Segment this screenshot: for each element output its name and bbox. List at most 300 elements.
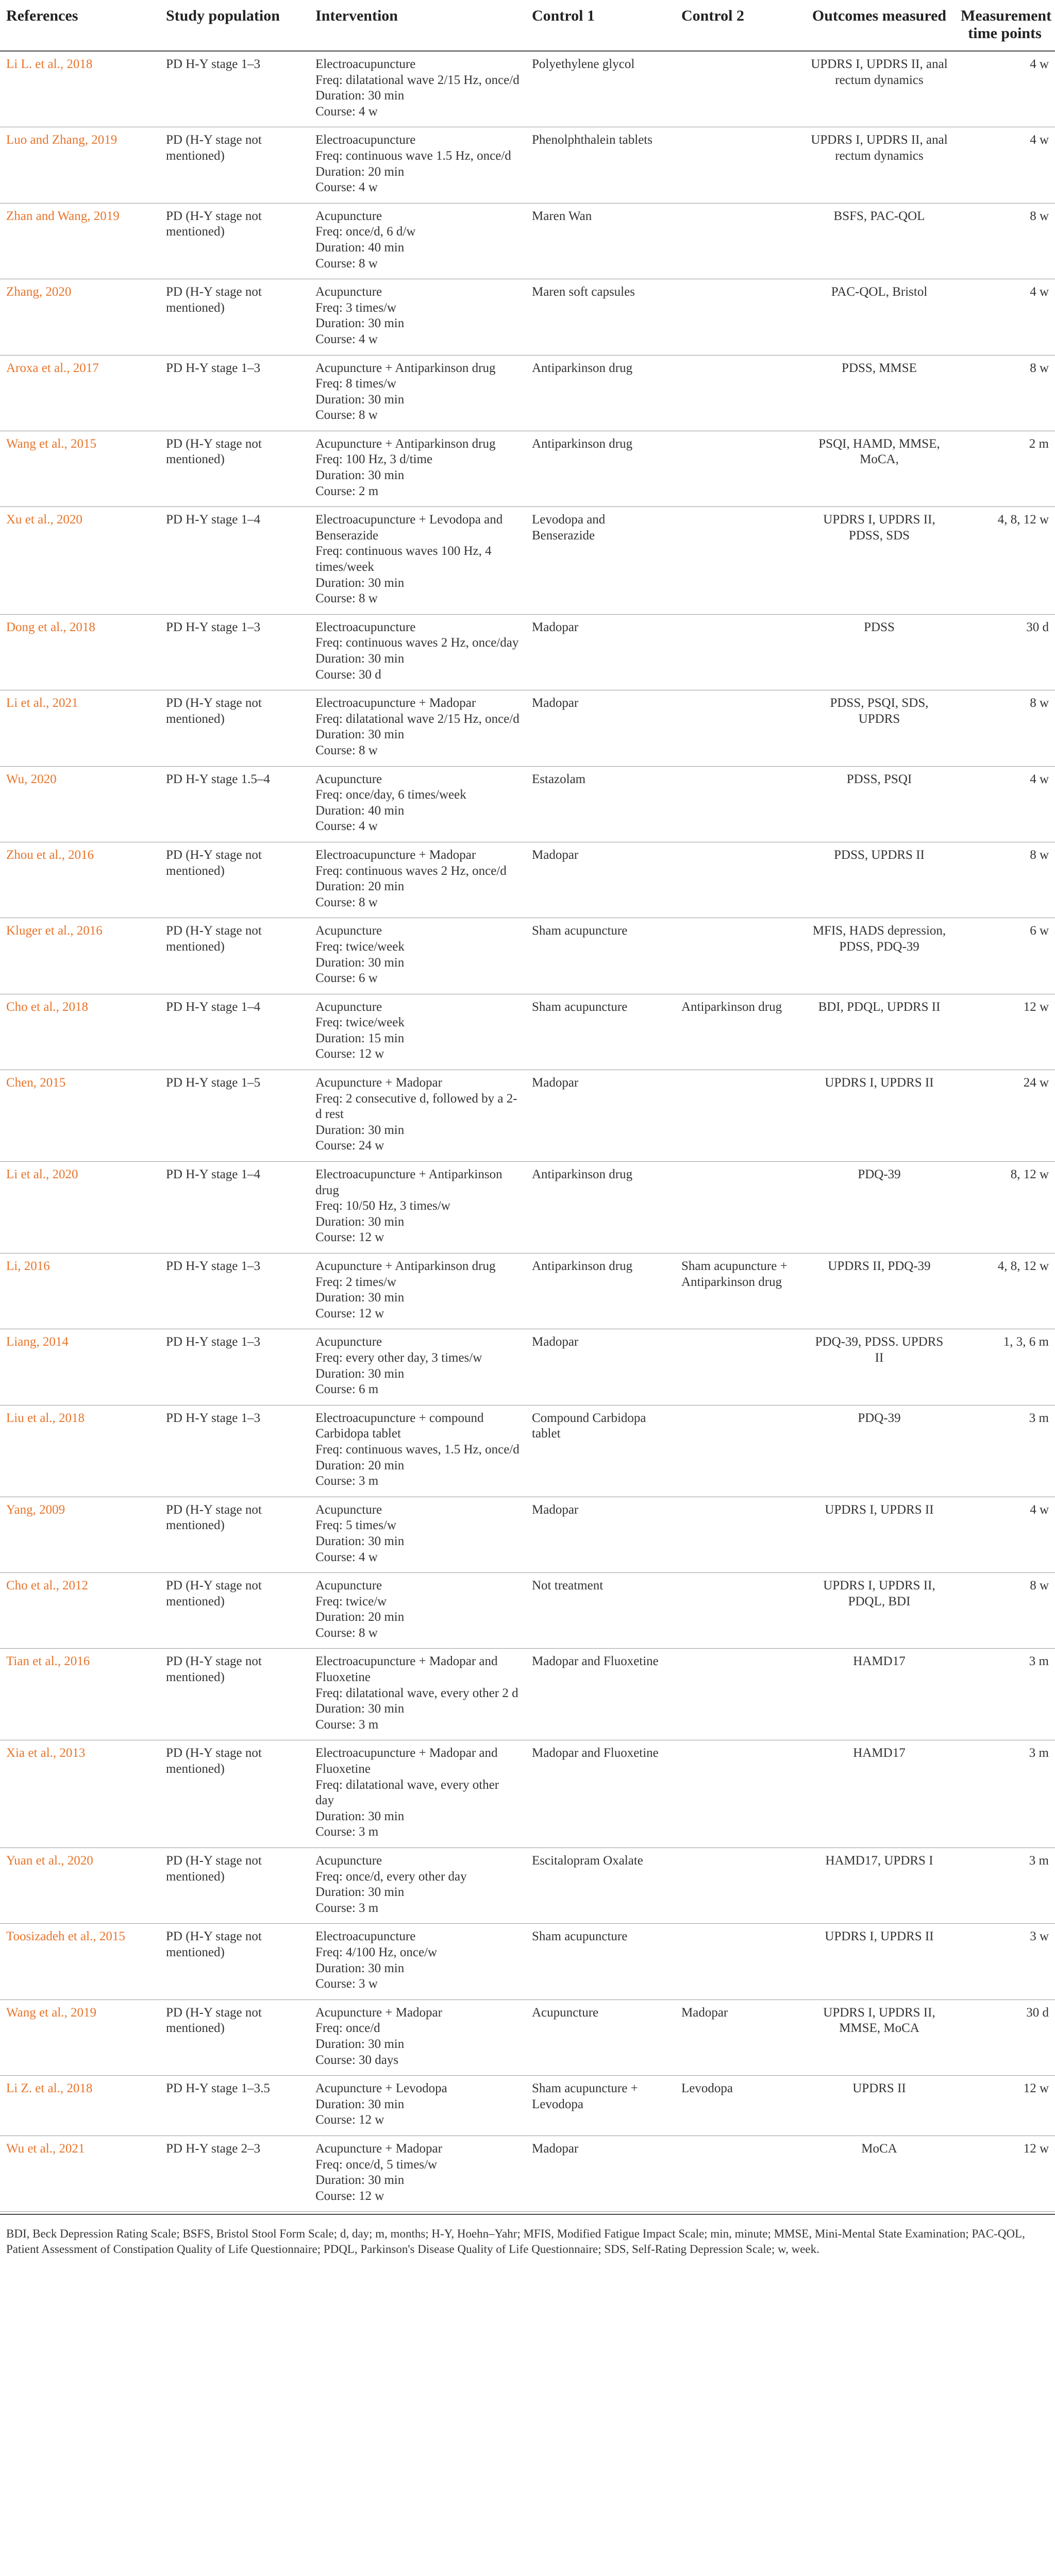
outcomes-measured-cell: HAMD17, UPDRS I bbox=[804, 1848, 954, 1924]
reference-link[interactable]: Cho et al., 2018 bbox=[0, 994, 160, 1070]
intervention-line: Course: 4 w bbox=[315, 180, 378, 195]
intervention-line: Freq: dilatational wave, every other day bbox=[315, 1777, 499, 1808]
table-row bbox=[0, 279, 1055, 355]
intervention-cell bbox=[309, 1999, 526, 2075]
intervention-line: Freq: once/d bbox=[315, 2021, 380, 2036]
header-intervention: Intervention bbox=[309, 0, 526, 51]
intervention-cell bbox=[309, 355, 526, 431]
outcomes-measured-cell: UPDRS I, UPDRS II, MMSE, MoCA bbox=[804, 1999, 954, 2075]
reference-link[interactable]: Dong et al., 2018 bbox=[0, 614, 160, 690]
control-1-cell: Phenolphthalein tablets bbox=[526, 127, 675, 203]
measurement-time-cell: 2 m bbox=[954, 431, 1055, 506]
control-2-cell bbox=[675, 1329, 804, 1405]
intervention-line: Duration: 30 min bbox=[315, 1534, 405, 1548]
reference-link[interactable]: Wang et al., 2019 bbox=[0, 1999, 160, 2075]
control-2-cell bbox=[675, 355, 804, 431]
intervention-line: Acupuncture + Levodopa bbox=[315, 2081, 447, 2096]
control-1-cell: Sham acupuncture + Levodopa bbox=[526, 2076, 675, 2136]
intervention-line: Course: 8 w bbox=[315, 591, 378, 606]
header-control-1: Control 1 bbox=[526, 0, 675, 51]
measurement-time-cell: 4 w bbox=[954, 51, 1055, 127]
intervention-line: Duration: 30 min bbox=[315, 316, 405, 331]
intervention-line: Duration: 40 min bbox=[315, 803, 405, 818]
control-1-cell: Madopar bbox=[526, 690, 675, 766]
intervention-line: Acupuncture bbox=[315, 1335, 382, 1349]
control-2-cell bbox=[675, 1405, 804, 1497]
intervention-cell bbox=[309, 994, 526, 1070]
control-2-cell: Madopar bbox=[675, 1999, 804, 2075]
intervention-line: Electroacupuncture + Madopar and Fluoxetine bbox=[315, 1746, 498, 1776]
table-row bbox=[0, 1573, 1055, 1649]
intervention-line: Course: 8 w bbox=[315, 256, 378, 270]
study-population-cell: PD H-Y stage 1–3 bbox=[160, 1405, 309, 1497]
intervention-cell bbox=[309, 431, 526, 506]
table-row bbox=[0, 614, 1055, 690]
control-1-cell: Antiparkinson drug bbox=[526, 431, 675, 506]
control-2-cell bbox=[675, 1070, 804, 1162]
intervention-line: Duration: 30 min bbox=[315, 468, 405, 483]
table-row bbox=[0, 1848, 1055, 1924]
intervention-line: Duration: 30 min bbox=[315, 727, 405, 742]
measurement-time-cell: 12 w bbox=[954, 2076, 1055, 2136]
control-1-cell: Sham acupuncture bbox=[526, 918, 675, 994]
control-1-cell: Levodopa and Benserazide bbox=[526, 507, 675, 615]
intervention-cell bbox=[309, 1253, 526, 1329]
reference-link[interactable]: Zhan and Wang, 2019 bbox=[0, 203, 160, 279]
intervention-line: Freq: 5 times/w bbox=[315, 1518, 396, 1533]
intervention-line: Duration: 30 min bbox=[315, 955, 405, 970]
intervention-line: Course: 2 m bbox=[315, 484, 379, 498]
intervention-line: Electroacupuncture bbox=[315, 1929, 416, 1944]
measurement-time-cell: 3 m bbox=[954, 1740, 1055, 1848]
intervention-line: Electroacupuncture + Madopar and Fluoxetine bbox=[315, 1654, 498, 1685]
intervention-line: Duration: 20 min bbox=[315, 1610, 405, 1624]
intervention-line: Duration: 30 min bbox=[315, 2173, 405, 2188]
control-1-cell: Madopar and Fluoxetine bbox=[526, 1649, 675, 1740]
reference-link[interactable]: Cho et al., 2012 bbox=[0, 1573, 160, 1649]
intervention-cell bbox=[309, 842, 526, 918]
intervention-line: Course: 30 d bbox=[315, 667, 381, 682]
intervention-line: Electroacupuncture bbox=[315, 57, 416, 71]
reference-link[interactable]: Liang, 2014 bbox=[0, 1329, 160, 1405]
outcomes-measured-cell: PSQI, HAMD, MMSE, MoCA, bbox=[804, 431, 954, 506]
reference-link[interactable]: Li et al., 2020 bbox=[0, 1162, 160, 1253]
study-population-cell: PD H-Y stage 1–3 bbox=[160, 51, 309, 127]
intervention-line: Course: 12 w bbox=[315, 1230, 384, 1245]
table-body bbox=[0, 51, 1055, 2212]
reference-link[interactable]: Luo and Zhang, 2019 bbox=[0, 127, 160, 203]
intervention-line: Course: 12 w bbox=[315, 1047, 384, 1061]
intervention-line: Duration: 20 min bbox=[315, 879, 405, 894]
measurement-time-cell: 8 w bbox=[954, 355, 1055, 431]
outcomes-measured-cell: UPDRS I, UPDRS II bbox=[804, 1497, 954, 1572]
intervention-line: Electroacupuncture bbox=[315, 133, 416, 147]
study-population-cell: PD (H-Y stage not mentioned) bbox=[160, 690, 309, 766]
intervention-line: Freq: dilatational wave 2/15 Hz, once/d bbox=[315, 73, 520, 87]
table-row bbox=[0, 1924, 1055, 1999]
control-2-cell bbox=[675, 766, 804, 842]
intervention-line: Duration: 30 min bbox=[315, 1961, 405, 1975]
header-references: References bbox=[0, 0, 160, 51]
control-1-cell: Polyethylene glycol bbox=[526, 51, 675, 127]
reference-link[interactable]: Xia et al., 2013 bbox=[0, 1740, 160, 1848]
study-population-cell: PD H-Y stage 1–4 bbox=[160, 994, 309, 1070]
study-population-cell: PD (H-Y stage not mentioned) bbox=[160, 279, 309, 355]
study-population-cell: PD (H-Y stage not mentioned) bbox=[160, 1573, 309, 1649]
measurement-time-cell: 4 w bbox=[954, 127, 1055, 203]
measurement-time-cell: 8 w bbox=[954, 842, 1055, 918]
reference-link[interactable]: Li, 2016 bbox=[0, 1253, 160, 1329]
intervention-line: Electroacupuncture + Antiparkinson drug bbox=[315, 1167, 503, 1197]
intervention-cell bbox=[309, 614, 526, 690]
intervention-line: Electroacupuncture bbox=[315, 620, 416, 634]
reference-link[interactable]: Xu et al., 2020 bbox=[0, 507, 160, 615]
intervention-line: Acupuncture bbox=[315, 209, 382, 223]
measurement-time-cell: 8 w bbox=[954, 690, 1055, 766]
intervention-line: Freq: twice/week bbox=[315, 939, 405, 954]
intervention-line: Freq: continuous waves 2 Hz, once/day bbox=[315, 636, 519, 650]
study-population-cell: PD H-Y stage 1–5 bbox=[160, 1070, 309, 1162]
control-1-cell: Madopar bbox=[526, 1497, 675, 1572]
intervention-cell bbox=[309, 203, 526, 279]
table-row bbox=[0, 1497, 1055, 1572]
table-row bbox=[0, 127, 1055, 203]
study-population-cell: PD H-Y stage 1.5–4 bbox=[160, 766, 309, 842]
intervention-line: Freq: twice/w bbox=[315, 1594, 387, 1608]
outcomes-measured-cell: PAC-QOL, Bristol bbox=[804, 279, 954, 355]
table-row bbox=[0, 1070, 1055, 1162]
reference-link[interactable]: Kluger et al., 2016 bbox=[0, 918, 160, 994]
measurement-time-cell: 8 w bbox=[954, 1573, 1055, 1649]
outcomes-measured-cell: UPDRS I, UPDRS II, PDSS, SDS bbox=[804, 507, 954, 615]
intervention-cell bbox=[309, 1162, 526, 1253]
intervention-line: Acupuncture + Madopar bbox=[315, 2005, 442, 2020]
intervention-line: Freq: 3 times/w bbox=[315, 300, 396, 315]
outcomes-measured-cell: UPDRS I, UPDRS II, anal rectum dynamics bbox=[804, 51, 954, 127]
control-2-cell bbox=[675, 1162, 804, 1253]
study-population-cell: PD (H-Y stage not mentioned) bbox=[160, 431, 309, 506]
table-row bbox=[0, 1999, 1055, 2075]
study-population-cell: PD (H-Y stage not mentioned) bbox=[160, 1740, 309, 1848]
intervention-line: Freq: 2 consecutive d, followed by a 2-d rest bbox=[315, 1091, 517, 1122]
table-row bbox=[0, 203, 1055, 279]
reference-link[interactable]: Li et al., 2021 bbox=[0, 690, 160, 766]
intervention-line: Acupuncture bbox=[315, 285, 382, 299]
control-1-cell: Sham acupuncture bbox=[526, 1924, 675, 1999]
measurement-time-cell: 12 w bbox=[954, 994, 1055, 1070]
intervention-line: Duration: 30 min bbox=[315, 392, 405, 406]
reference-link[interactable]: Toosizadeh et al., 2015 bbox=[0, 1924, 160, 1999]
study-population-cell: PD (H-Y stage not mentioned) bbox=[160, 127, 309, 203]
control-2-cell bbox=[675, 614, 804, 690]
intervention-line: Course: 3 w bbox=[315, 1977, 378, 1991]
intervention-line: Acupuncture + Madopar bbox=[315, 1076, 442, 1090]
measurement-time-cell: 30 d bbox=[954, 614, 1055, 690]
study-population-cell: PD H-Y stage 1–3.5 bbox=[160, 2076, 309, 2136]
intervention-cell bbox=[309, 1573, 526, 1649]
measurement-time-cell: 4 w bbox=[954, 766, 1055, 842]
intervention-line: Acupuncture + Madopar bbox=[315, 2141, 442, 2156]
outcomes-measured-cell: UPDRS I, UPDRS II, anal rectum dynamics bbox=[804, 127, 954, 203]
study-population-cell: PD H-Y stage 1–3 bbox=[160, 1329, 309, 1405]
reference-link[interactable]: Li Z. et al., 2018 bbox=[0, 2076, 160, 2136]
study-population-cell: PD H-Y stage 1–3 bbox=[160, 614, 309, 690]
table-header bbox=[0, 0, 1055, 51]
outcomes-measured-cell: BSFS, PAC-QOL bbox=[804, 203, 954, 279]
control-2-cell bbox=[675, 1573, 804, 1649]
control-1-cell: Sham acupuncture bbox=[526, 994, 675, 1070]
outcomes-measured-cell: UPDRS II, PDQ-39 bbox=[804, 1253, 954, 1329]
intervention-cell bbox=[309, 1740, 526, 1848]
intervention-line: Freq: 10/50 Hz, 3 times/w bbox=[315, 1199, 450, 1213]
table-row bbox=[0, 51, 1055, 127]
table-row bbox=[0, 2076, 1055, 2136]
control-1-cell: Antiparkinson drug bbox=[526, 1253, 675, 1329]
study-population-cell: PD H-Y stage 1–4 bbox=[160, 1162, 309, 1253]
reference-link[interactable]: Tian et al., 2016 bbox=[0, 1649, 160, 1740]
table-footnote: BDI, Beck Depression Rating Scale; BSFS, Bristol Stool Form Scale; d, day; m, months; H-Y, Hoehn–Yahr; MFIS, Modified Fatigue Impact Scale; min, minute; MMSE, Mini-Mental State Examination; PAC-QOL, Patient Assessment of Constipation Quality of Life Questionnaire; PDQL, Parkinson's Disease Quality of Life Questionnaire; SDS, Self-Rating Depression Scale; w, week. bbox=[0, 2214, 1055, 2257]
intervention-line: Acupuncture + Antiparkinson drug bbox=[315, 1259, 496, 1273]
intervention-line: Course: 3 m bbox=[315, 1901, 379, 1915]
intervention-line: Course: 12 w bbox=[315, 2189, 384, 2203]
control-2-cell bbox=[675, 1649, 804, 1740]
control-2-cell: Sham acupuncture + Antiparkinson drug bbox=[675, 1253, 804, 1329]
outcomes-measured-cell: UPDRS I, UPDRS II, PDQL, BDI bbox=[804, 1573, 954, 1649]
intervention-line: Duration: 30 min bbox=[315, 575, 405, 590]
control-1-cell: Madopar and Fluoxetine bbox=[526, 1740, 675, 1848]
intervention-line: Freq: 2 times/w bbox=[315, 1275, 396, 1289]
intervention-line: Course: 4 w bbox=[315, 1550, 378, 1564]
control-2-cell bbox=[675, 918, 804, 994]
study-population-cell: PD H-Y stage 2–3 bbox=[160, 2136, 309, 2211]
intervention-line: Course: 12 w bbox=[315, 1306, 384, 1320]
reference-link[interactable]: Wang et al., 2015 bbox=[0, 431, 160, 506]
intervention-line: Duration: 30 min bbox=[315, 2097, 405, 2111]
study-population-cell: PD (H-Y stage not mentioned) bbox=[160, 1497, 309, 1572]
intervention-line: Duration: 30 min bbox=[315, 1291, 405, 1305]
measurement-time-cell: 4 w bbox=[954, 1497, 1055, 1572]
control-2-cell bbox=[675, 51, 804, 127]
outcomes-measured-cell: UPDRS I, UPDRS II bbox=[804, 1924, 954, 1999]
control-2-cell bbox=[675, 1497, 804, 1572]
intervention-cell bbox=[309, 1848, 526, 1924]
intervention-cell bbox=[309, 279, 526, 355]
measurement-time-cell: 3 m bbox=[954, 1405, 1055, 1497]
table-row bbox=[0, 766, 1055, 842]
header-control-2: Control 2 bbox=[675, 0, 804, 51]
reference-link[interactable]: Zhang, 2020 bbox=[0, 279, 160, 355]
reference-link[interactable]: Li L. et al., 2018 bbox=[0, 51, 160, 127]
table-row bbox=[0, 1162, 1055, 1253]
control-1-cell: Acupuncture bbox=[526, 1999, 675, 2075]
study-population-cell: PD (H-Y stage not mentioned) bbox=[160, 1999, 309, 2075]
study-population-cell: PD (H-Y stage not mentioned) bbox=[160, 203, 309, 279]
intervention-line: Freq: once/day, 6 times/week bbox=[315, 788, 466, 802]
intervention-line: Course: 8 w bbox=[315, 1625, 378, 1640]
reference-link[interactable]: Zhou et al., 2016 bbox=[0, 842, 160, 918]
intervention-line: Electroacupuncture + Madopar bbox=[315, 696, 476, 710]
intervention-line: Acupuncture bbox=[315, 1579, 382, 1593]
intervention-line: Acupuncture + Antiparkinson drug bbox=[315, 436, 496, 451]
control-2-cell bbox=[675, 431, 804, 506]
measurement-time-cell: 4, 8, 12 w bbox=[954, 1253, 1055, 1329]
reference-link[interactable]: Wu, 2020 bbox=[0, 766, 160, 842]
intervention-line: Duration: 40 min bbox=[315, 240, 405, 255]
reference-link[interactable]: Yuan et al., 2020 bbox=[0, 1848, 160, 1924]
intervention-line: Course: 12 w bbox=[315, 2113, 384, 2127]
table-row bbox=[0, 918, 1055, 994]
intervention-line: Freq: dilatational wave 2/15 Hz, once/d bbox=[315, 711, 520, 726]
intervention-line: Course: 3 m bbox=[315, 1474, 379, 1488]
intervention-line: Duration: 20 min bbox=[315, 1458, 405, 1472]
table-row bbox=[0, 355, 1055, 431]
control-1-cell: Madopar bbox=[526, 2136, 675, 2211]
control-2-cell bbox=[675, 842, 804, 918]
intervention-line: Duration: 30 min bbox=[315, 1809, 405, 1823]
outcomes-measured-cell: BDI, PDQL, UPDRS II bbox=[804, 994, 954, 1070]
intervention-line: Freq: 100 Hz, 3 d/time bbox=[315, 452, 433, 467]
study-population-cell: PD (H-Y stage not mentioned) bbox=[160, 842, 309, 918]
study-population-cell: PD H-Y stage 1–3 bbox=[160, 355, 309, 431]
intervention-line: Acupuncture bbox=[315, 772, 382, 786]
outcomes-measured-cell: PDQ-39, PDSS. UPDRS II bbox=[804, 1329, 954, 1405]
outcomes-measured-cell: PDQ-39 bbox=[804, 1405, 954, 1497]
control-2-cell bbox=[675, 1848, 804, 1924]
table-row bbox=[0, 842, 1055, 918]
intervention-line: Course: 4 w bbox=[315, 104, 378, 118]
intervention-line: Course: 3 m bbox=[315, 1717, 379, 1732]
intervention-line: Course: 30 days bbox=[315, 2053, 399, 2067]
intervention-line: Acupuncture bbox=[315, 924, 382, 938]
outcomes-measured-cell: MFIS, HADS depression, PDSS, PDQ-39 bbox=[804, 918, 954, 994]
header-measurement-time-points: Measurement time points bbox=[954, 0, 1055, 51]
intervention-cell bbox=[309, 2136, 526, 2211]
control-1-cell: Escitalopram Oxalate bbox=[526, 1848, 675, 1924]
table-row bbox=[0, 431, 1055, 506]
intervention-line: Acupuncture bbox=[315, 999, 382, 1014]
intervention-line: Freq: once/d, 6 d/w bbox=[315, 225, 416, 239]
table-row bbox=[0, 507, 1055, 615]
intervention-line: Course: 4 w bbox=[315, 819, 378, 834]
intervention-cell bbox=[309, 1649, 526, 1740]
intervention-line: Freq: continuous waves 2 Hz, once/d bbox=[315, 863, 507, 878]
intervention-line: Duration: 30 min bbox=[315, 1214, 405, 1229]
reference-link[interactable]: Aroxa et al., 2017 bbox=[0, 355, 160, 431]
intervention-line: Duration: 30 min bbox=[315, 89, 405, 103]
header-outcomes-measured: Outcomes measured bbox=[804, 0, 954, 51]
table-row bbox=[0, 1253, 1055, 1329]
intervention-line: Freq: dilatational wave, every other 2 d bbox=[315, 1686, 518, 1700]
outcomes-measured-cell: MoCA bbox=[804, 2136, 954, 2211]
measurement-time-cell: 30 d bbox=[954, 1999, 1055, 2075]
control-2-cell bbox=[675, 1740, 804, 1848]
reference-link[interactable]: Yang, 2009 bbox=[0, 1497, 160, 1572]
control-2-cell bbox=[675, 690, 804, 766]
intervention-cell bbox=[309, 51, 526, 127]
control-1-cell: Antiparkinson drug bbox=[526, 355, 675, 431]
intervention-line: Freq: once/d, every other day bbox=[315, 1869, 467, 1884]
control-2-cell: Levodopa bbox=[675, 2076, 804, 2136]
intervention-cell bbox=[309, 1070, 526, 1162]
intervention-line: Course: 4 w bbox=[315, 332, 378, 346]
measurement-time-cell: 8, 12 w bbox=[954, 1162, 1055, 1253]
intervention-cell bbox=[309, 2076, 526, 2136]
control-2-cell bbox=[675, 1924, 804, 1999]
measurement-time-cell: 24 w bbox=[954, 1070, 1055, 1162]
intervention-line: Electroacupuncture + Madopar bbox=[315, 848, 476, 862]
intervention-cell bbox=[309, 1924, 526, 1999]
control-2-cell bbox=[675, 127, 804, 203]
intervention-cell bbox=[309, 1329, 526, 1405]
table-row bbox=[0, 994, 1055, 1070]
measurement-time-cell: 4, 8, 12 w bbox=[954, 507, 1055, 615]
intervention-line: Course: 8 w bbox=[315, 895, 378, 909]
intervention-line: Freq: continuous waves, 1.5 Hz, once/d bbox=[315, 1442, 520, 1456]
header-study-population: Study population bbox=[160, 0, 309, 51]
control-1-cell: Antiparkinson drug bbox=[526, 1162, 675, 1253]
intervention-line: Electroacupuncture + Levodopa and Benserazide bbox=[315, 513, 503, 543]
control-1-cell: Compound Carbidopa tablet bbox=[526, 1405, 675, 1497]
intervention-line: Duration: 30 min bbox=[315, 1366, 405, 1381]
reference-link[interactable]: Wu et al., 2021 bbox=[0, 2136, 160, 2211]
intervention-line: Duration: 30 min bbox=[315, 652, 405, 666]
header-row bbox=[0, 0, 1055, 51]
control-1-cell: Madopar bbox=[526, 1070, 675, 1162]
intervention-line: Freq: twice/week bbox=[315, 1015, 405, 1030]
measurement-time-cell: 8 w bbox=[954, 203, 1055, 279]
intervention-cell bbox=[309, 766, 526, 842]
table-row bbox=[0, 2136, 1055, 2211]
study-population-cell: PD (H-Y stage not mentioned) bbox=[160, 918, 309, 994]
measurement-time-cell: 3 m bbox=[954, 1649, 1055, 1740]
outcomes-measured-cell: PDSS, MMSE bbox=[804, 355, 954, 431]
outcomes-measured-cell: PDSS bbox=[804, 614, 954, 690]
measurement-time-cell: 3 w bbox=[954, 1924, 1055, 1999]
control-1-cell: Estazolam bbox=[526, 766, 675, 842]
outcomes-measured-cell: PDSS, UPDRS II bbox=[804, 842, 954, 918]
control-2-cell bbox=[675, 203, 804, 279]
control-1-cell: Maren soft capsules bbox=[526, 279, 675, 355]
control-1-cell: Madopar bbox=[526, 1329, 675, 1405]
control-2-cell bbox=[675, 279, 804, 355]
intervention-line: Freq: 8 times/w bbox=[315, 377, 396, 391]
intervention-line: Freq: every other day, 3 times/w bbox=[315, 1350, 482, 1365]
control-1-cell: Madopar bbox=[526, 614, 675, 690]
measurement-time-cell: 1, 3, 6 m bbox=[954, 1329, 1055, 1405]
outcomes-measured-cell: PDQ-39 bbox=[804, 1162, 954, 1253]
table-row bbox=[0, 1740, 1055, 1848]
intervention-line: Duration: 30 min bbox=[315, 1885, 405, 1900]
intervention-line: Course: 8 w bbox=[315, 743, 378, 757]
table-row bbox=[0, 690, 1055, 766]
measurement-time-cell: 3 m bbox=[954, 1848, 1055, 1924]
intervention-line: Course: 8 w bbox=[315, 408, 378, 422]
intervention-line: Course: 3 m bbox=[315, 1825, 379, 1839]
control-2-cell: Antiparkinson drug bbox=[675, 994, 804, 1070]
intervention-line: Duration: 30 min bbox=[315, 2037, 405, 2051]
intervention-line: Freq: continuous waves 100 Hz, 4 times/week bbox=[315, 544, 492, 574]
intervention-cell bbox=[309, 1405, 526, 1497]
reference-link[interactable]: Chen, 2015 bbox=[0, 1070, 160, 1162]
outcomes-measured-cell: HAMD17 bbox=[804, 1740, 954, 1848]
measurement-time-cell: 6 w bbox=[954, 918, 1055, 994]
control-1-cell: Not treatment bbox=[526, 1573, 675, 1649]
reference-link[interactable]: Liu et al., 2018 bbox=[0, 1405, 160, 1497]
measurement-time-cell: 4 w bbox=[954, 279, 1055, 355]
intervention-line: Course: 6 w bbox=[315, 971, 378, 986]
table-row bbox=[0, 1405, 1055, 1497]
intervention-cell bbox=[309, 507, 526, 615]
